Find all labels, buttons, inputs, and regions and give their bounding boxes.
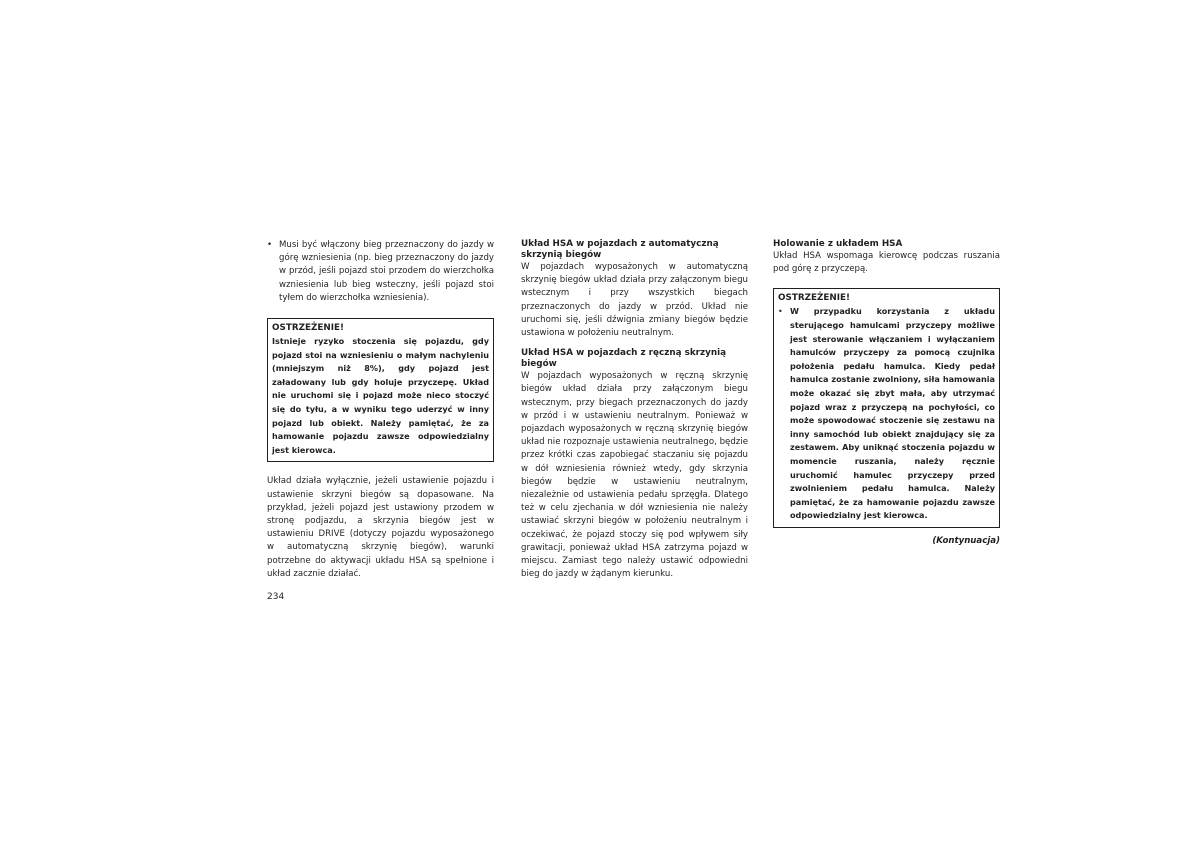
bullet-text: Musi być włączony bieg przeznaczony do jazdy w górę wzniesienia (np. bieg przeznaczony do jazdy w przód, jeśli pojazd stoi przodem do wierzchołka wzniesienia lub bieg wsteczny, jeśli pojazd stoi tyłem do wierzchołka wzniesienia). [279,240,494,303]
bullet-item [267,239,494,305]
warning-box [773,288,1000,528]
warning-title: OSTRZEŻENIE! [272,323,345,334]
bullet-marker: • [778,306,783,317]
warning-box [267,318,494,462]
column-right [773,239,1000,548]
warning-title: OSTRZEŻENIE! [778,293,851,304]
bullet-marker: • [267,240,273,250]
column-middle [521,239,748,581]
warning-bullet-item [778,305,995,523]
warning-text: Istnieje ryzyko stoczenia się pojazdu, gdy pojazd stoi na wzniesieniu o małym nachyleniu (mniejszym niż 8%), gdy pojazd jest załadowany lub gdy holuje przyczepę. Układ nie uruchomi się i pojazd może nieco stoczyć się do tyłu, a w wyniku tego uderzyć w inny pojazd lub obiekt. Należy pamiętać, że za hamowanie pojazdu zawsze odpowiedzialny jest kierowca. [272,336,489,455]
page-number: 234 [267,592,285,602]
section-text-manual: W pojazdach wyposażonych w ręczną skrzynię biegów układ działa przy załączonym biegu wstecznym, przy biegach przeznaczonych do jazdy w przód i w ustawieniu neutralnym. Ponieważ w pojazdach wyposażonych w ręczną skrzynię biegów układ nie rozpoznaje ustawienia neutralnego, będzie przez krótki czas zapobiegać staczaniu się pojazdu w dół wzniesienia również wtedy, gdy skrzynia biegów będzie w ustawieniu neutralnym, niezależnie od ustawienia pedału sprzęgła. Dlatego też w celu zjechania w dół wzniesienia nie należy ustawiać skrzyni biegów w położeniu neutralnym i oczekiwać, że pojazd stoczy się pod wpływem siły grawitacji, ponieważ układ HSA zatrzyma pojazd w miejscu. Zamiast tego należy ustawić odpowiedni bieg do jazdy w żądanym kierunku. [521,371,748,580]
section-heading-manual: Układ HSA w pojazdach z ręczną skrzynią biegów [521,348,727,370]
continued-label: (Kontynuacja) [932,535,1000,546]
column-left [267,239,494,581]
paragraph: Układ działa wyłącznie, jeżeli ustawienie pojazdu i ustawienie skrzyni biegów są dopasowane. Na przykład, jeżeli pojazd jest ustawiony przodem w stronę podjazdu, a skrzynia biegów jest w ustawieniu DRIVE (dotyczy pojazdu wyposażonego w automatyczną skrzynię biegów), warunki potrzebne do aktywacji układu HSA są spełnione i układ zacznie działać. [267,476,494,579]
warning-bullet-text: W przypadku korzystania z układu sterującego hamulcami przyczepy możliwe jest sterowanie włączaniem i wyłączaniem hamulców przyczepy za pomocą czujnika położenia pedału hamulca. Kiedy pedał hamulca zostanie zwolniony, siła hamowania może okazać się zbyt mała, aby utrzymać pojazd wraz z przyczepą na pochyłości, co może spowodować stoczenie się zestawu na inny samochód lub obiekt znajdujący się za zestawem. Aby uniknąć stoczenia pojazdu w momencie ruszania, należy ręcznie uruchomić hamulec przyczepy przed zwolnieniem pedału hamulca. Należy pamiętać, że za hamowanie pojazdu zawsze odpowiedzialny jest kierowca. [790,306,995,521]
section-heading-towing: Holowanie z układem HSA [773,239,903,249]
section-text-automatic: W pojazdach wyposażonych w automatyczną skrzynię biegów układ działa przy załączonym biegu wstecznym i przy wszystkich biegach przeznaczonych do jazdy w przód. Układ nie uruchomi się, jeśli dźwignia zmiany biegów będzie ustawiona w położeniu neutralnym. [521,262,748,339]
section-heading-automatic: Układ HSA w pojazdach z automatyczną skrzynią biegów [521,239,719,260]
section-text-towing: Układ HSA wspomaga kierowcę podczas ruszania pod górę z przyczepą. [773,251,1000,275]
